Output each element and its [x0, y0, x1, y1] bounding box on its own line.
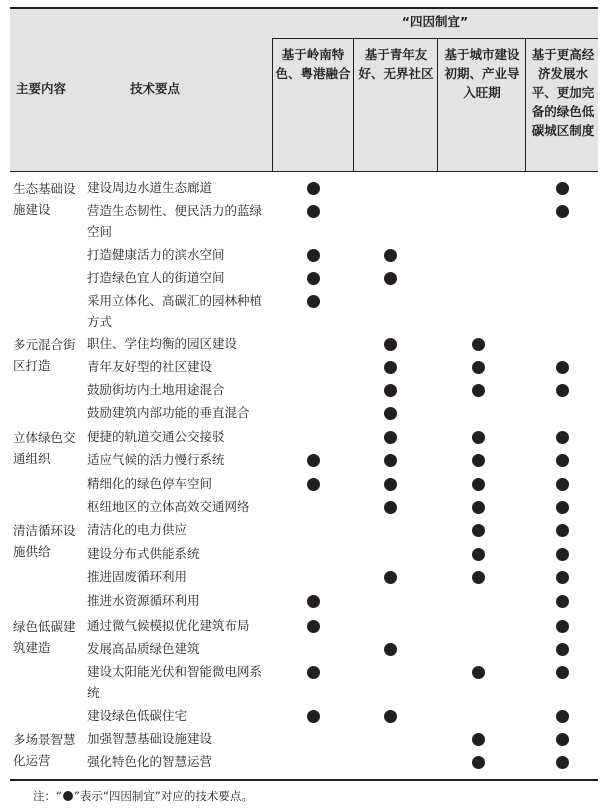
row-technical-point: 强化特色化的智慧运营	[87, 754, 213, 769]
applicable-dot-icon	[472, 431, 485, 444]
applicable-dot-icon	[472, 524, 485, 537]
applicable-dot-icon	[472, 338, 485, 351]
applicable-dot-icon	[384, 338, 397, 351]
applicable-dot-icon	[556, 571, 569, 584]
applicable-dot-icon	[472, 756, 485, 769]
applicable-dot-icon	[556, 666, 569, 679]
applicable-dot-icon	[384, 384, 397, 397]
applicable-dot-icon	[556, 384, 569, 397]
applicable-dot-icon	[384, 710, 397, 723]
applicable-dot-icon	[307, 249, 320, 262]
factor-header-youth: 基于青年友好、无界社区	[358, 47, 434, 81]
applicable-dot-icon	[384, 454, 397, 467]
applicable-dot-icon	[472, 571, 485, 584]
note-prefix: 注：“	[33, 789, 62, 803]
row-technical-point: 发展高品质绿色建筑	[87, 641, 200, 656]
applicable-dot-icon	[556, 548, 569, 561]
applicable-dot-icon	[472, 361, 485, 374]
applicable-dot-icon	[384, 643, 397, 656]
applicable-dot-icon	[384, 407, 397, 420]
applicable-dot-icon	[556, 595, 569, 608]
applicable-dot-icon	[556, 524, 569, 537]
group-header-title: “四因制宜”	[401, 14, 469, 29]
applicable-dot-icon	[472, 454, 485, 467]
applicable-dot-icon	[307, 710, 320, 723]
column-divider	[353, 38, 354, 172]
row-technical-point: 精细化的绿色停车空间	[87, 476, 213, 491]
applicable-dot-icon	[472, 666, 485, 679]
applicable-dot-icon	[556, 361, 569, 374]
applicable-dot-icon	[384, 571, 397, 584]
top-rule	[10, 7, 598, 9]
applicable-dot-icon	[556, 620, 569, 633]
applicable-dot-icon	[307, 620, 320, 633]
note-dot-icon	[63, 791, 73, 801]
row-technical-point: 加强智慧基础设施建设	[87, 731, 213, 746]
applicable-dot-icon	[307, 478, 320, 491]
applicable-dot-icon	[556, 205, 569, 218]
row-category: 清洁循环设施供给	[13, 523, 76, 559]
applicable-dot-icon	[556, 733, 569, 746]
row-technical-point: 职住、学住均衡的园区建设	[87, 336, 238, 351]
header-bottom-rule	[10, 171, 598, 172]
applicable-dot-icon	[556, 431, 569, 444]
row-technical-point: 青年友好型的社区建设	[87, 359, 213, 374]
bottom-rule	[10, 779, 598, 781]
row-technical-point: 采用立体化、高碳汇的园林种植方式	[87, 293, 263, 329]
applicable-dot-icon	[556, 643, 569, 656]
row-technical-point: 建设绿色低碳住宅	[87, 708, 188, 723]
applicable-dot-icon	[384, 478, 397, 491]
applicable-dot-icon	[384, 361, 397, 374]
applicable-dot-icon	[556, 454, 569, 467]
applicable-dot-icon	[307, 454, 320, 467]
row-category: 立体绿色交通组织	[13, 430, 76, 466]
applicable-dot-icon	[307, 295, 320, 308]
row-category: 绿色低碳建筑建造	[13, 619, 76, 655]
row-technical-point: 推进固废循环利用	[87, 569, 188, 584]
applicable-dot-icon	[556, 756, 569, 769]
row-technical-point: 清洁化的电力供应	[87, 522, 188, 537]
note-suffix: ”表示“四因制宜”对应的技术要点。	[73, 789, 253, 803]
column-header-point: 技术要点	[130, 81, 181, 96]
column-divider	[525, 38, 526, 172]
applicable-dot-icon	[556, 182, 569, 195]
factor-header-city-stage: 基于城市建设初期、产业导入旺期	[444, 47, 520, 100]
applicable-dot-icon	[556, 710, 569, 723]
row-category: 多场景智慧化运营	[13, 732, 76, 768]
applicable-dot-icon	[472, 548, 485, 561]
applicable-dot-icon	[556, 501, 569, 514]
row-technical-point: 鼓励建筑内部功能的垂直混合	[87, 405, 250, 420]
row-technical-point: 便捷的轨道交通公交接驳	[87, 429, 225, 444]
row-technical-point: 推进水资源循环利用	[87, 593, 200, 608]
row-technical-point: 建设分布式供能系统	[87, 546, 200, 561]
row-technical-point: 鼓励街坊内土地用途混合	[87, 382, 225, 397]
applicable-dot-icon	[472, 733, 485, 746]
applicable-dot-icon	[307, 595, 320, 608]
table-note	[33, 788, 253, 804]
column-header-category: 主要内容	[16, 81, 67, 96]
row-category: 多元混合街区打造	[13, 337, 76, 373]
row-technical-point: 适应气候的活力慢行系统	[87, 452, 225, 467]
applicable-dot-icon	[384, 431, 397, 444]
applicable-dot-icon	[472, 478, 485, 491]
applicable-dot-icon	[307, 272, 320, 285]
factor-header-economy: 基于更高经济发展水平、更加完备的绿色低碳城区制度	[531, 47, 595, 138]
row-technical-point: 建设太阳能光伏和智能微电网系统	[87, 664, 263, 700]
group-header-rule	[272, 38, 598, 39]
row-technical-point: 营造生态韧性、便民活力的蓝绿空间	[87, 203, 263, 239]
row-category: 生态基础设施建设	[13, 181, 76, 217]
applicable-dot-icon	[384, 272, 397, 285]
row-technical-point: 通过微气候模拟优化建筑布局	[87, 618, 250, 633]
applicable-dot-icon	[307, 666, 320, 679]
applicable-dot-icon	[472, 384, 485, 397]
applicable-dot-icon	[556, 478, 569, 491]
factor-header-lingnan: 基于岭南特色、粤港融合	[275, 47, 351, 81]
column-divider	[272, 38, 273, 172]
applicable-dot-icon	[384, 249, 397, 262]
row-technical-point: 枢纽地区的立体高效交通网络	[87, 499, 250, 514]
applicable-dot-icon	[307, 182, 320, 195]
applicable-dot-icon	[472, 501, 485, 514]
applicable-dot-icon	[307, 205, 320, 218]
row-technical-point: 打造绿色宜人的街道空间	[87, 270, 225, 285]
row-technical-point: 建设周边水道生态廊道	[87, 180, 213, 195]
column-divider	[437, 38, 438, 172]
applicable-dot-icon	[384, 501, 397, 514]
row-technical-point: 打造健康活力的滨水空间	[87, 247, 225, 262]
